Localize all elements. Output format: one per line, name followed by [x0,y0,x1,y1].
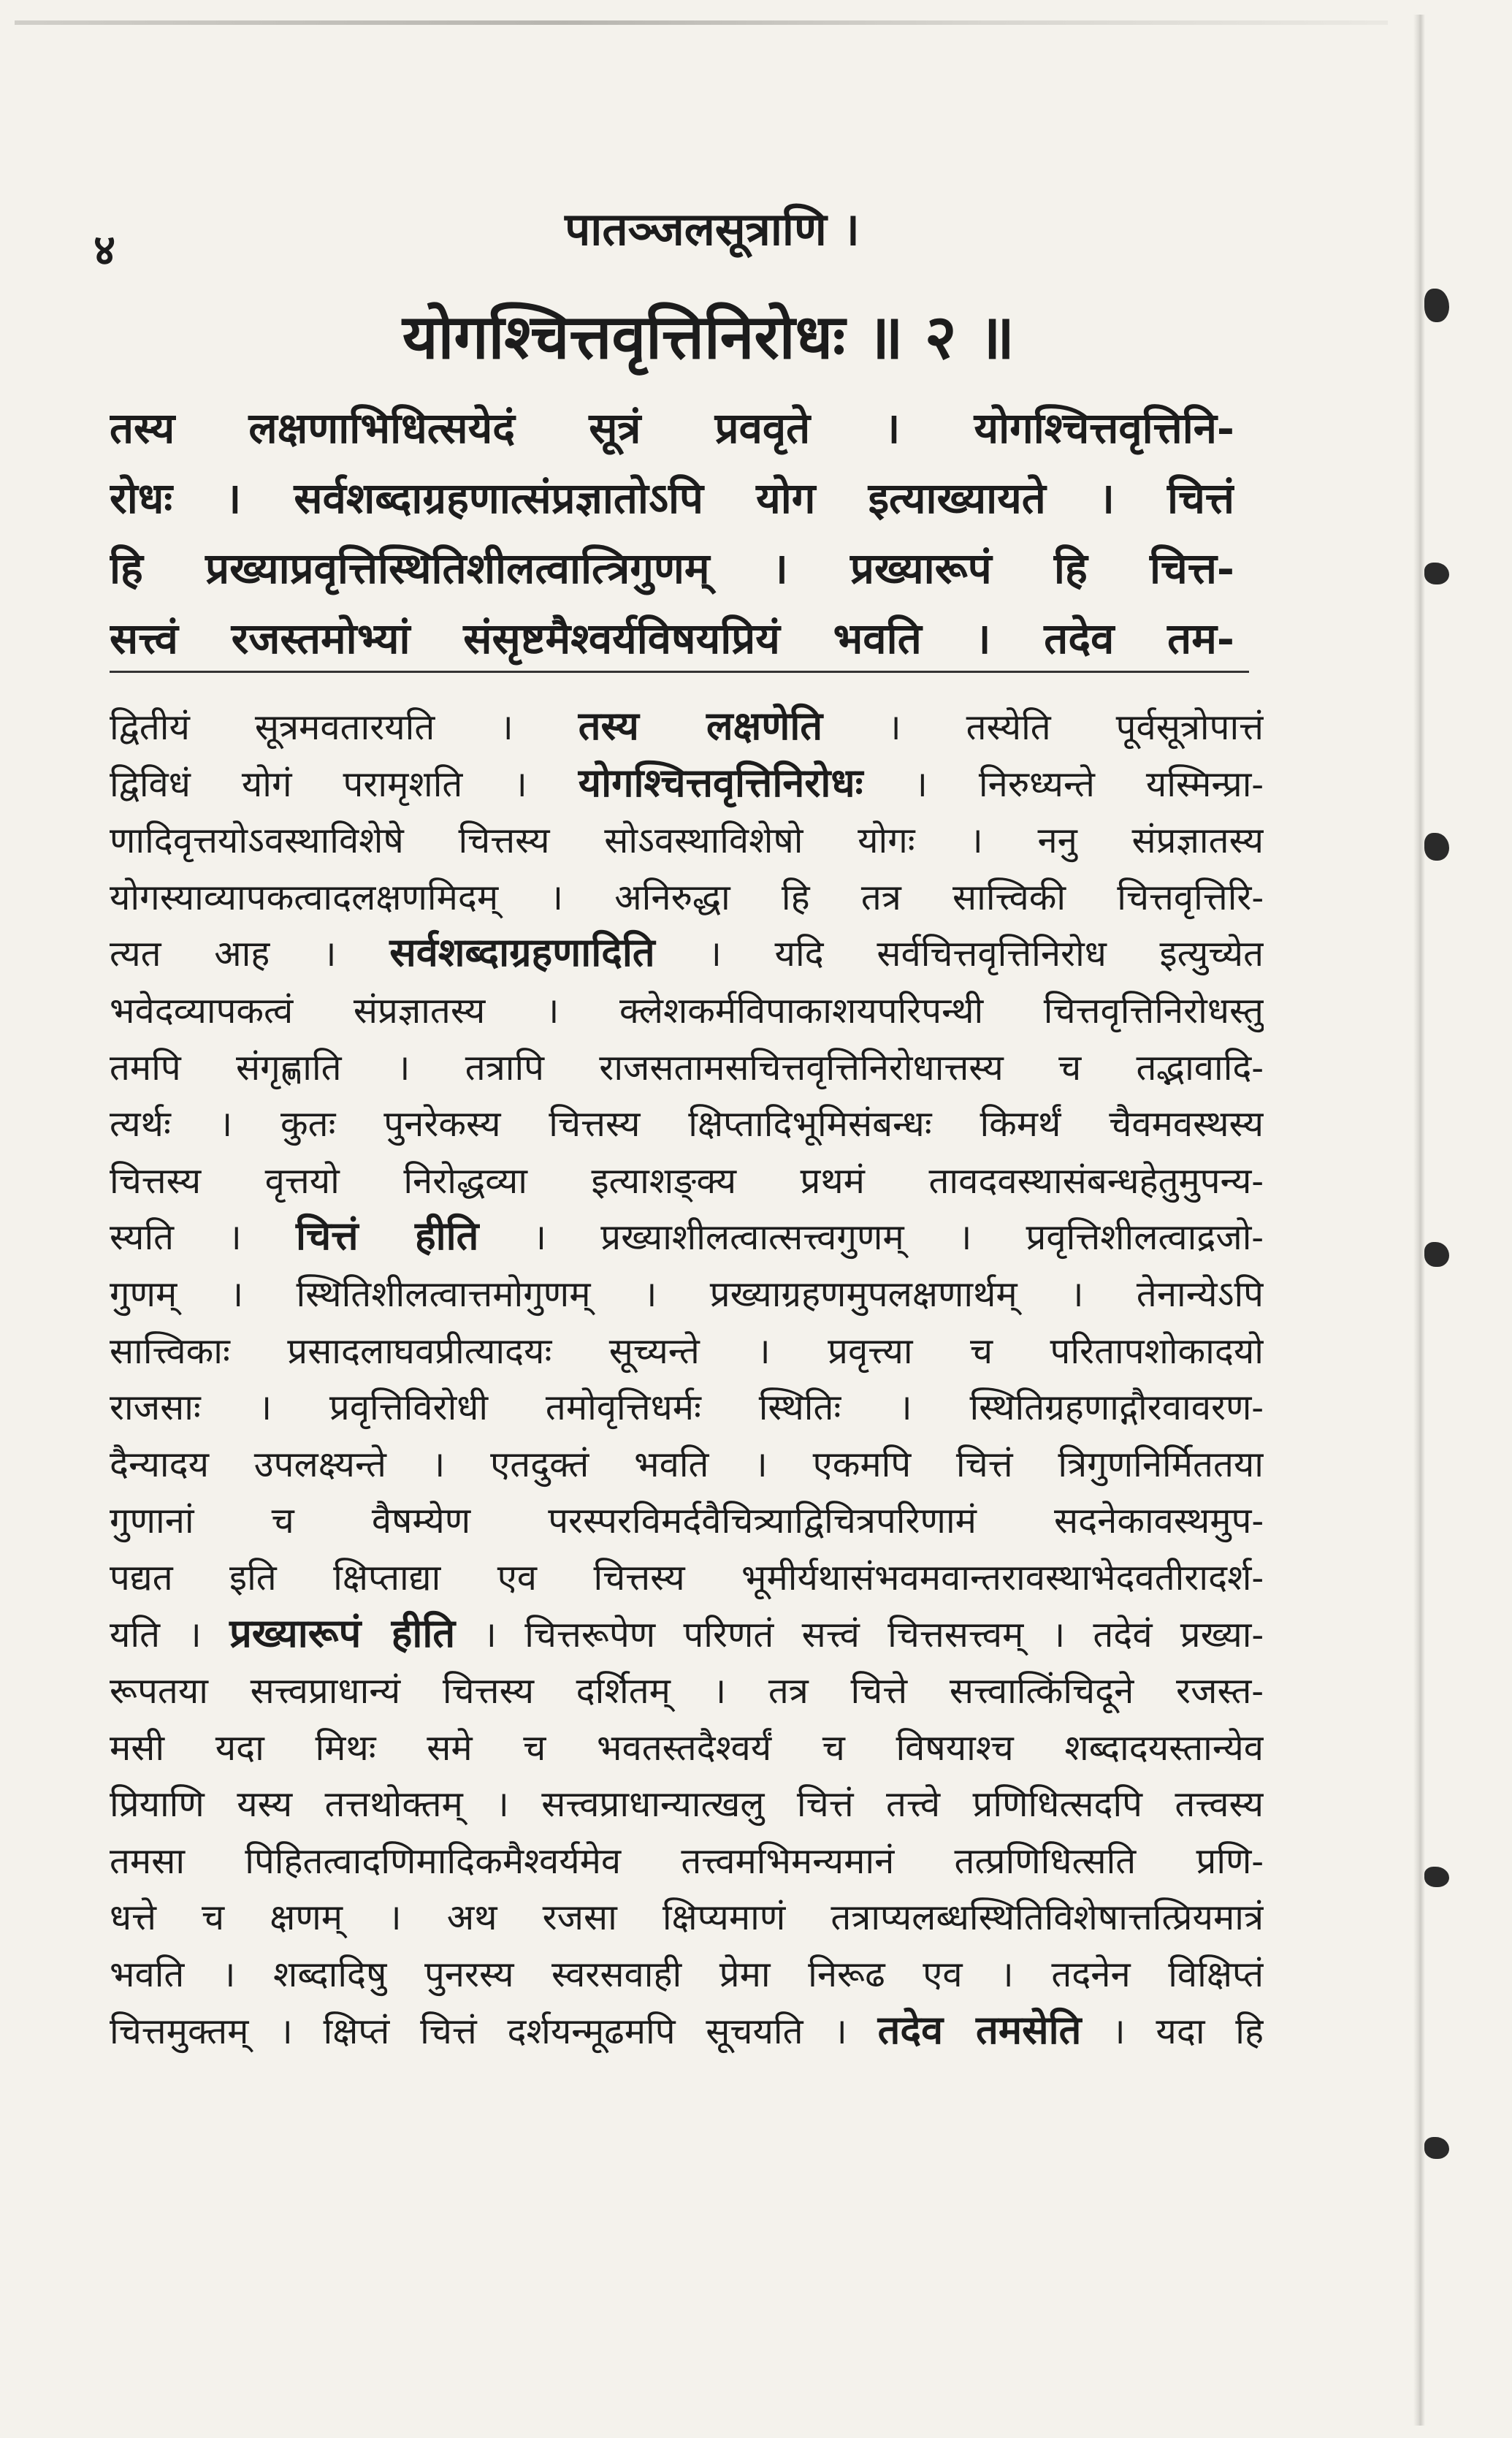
binding-mark [1424,1242,1449,1267]
commentary-line [110,1378,1264,1435]
commentary-line [110,1945,1264,2002]
binding-mark [1424,1867,1449,1887]
commentary-line [110,1661,1264,1718]
commentary-line [110,1775,1264,1832]
commentary-segment: चित्तस्य वृत्तयो निरोद्धव्या इत्याशङ्क्य प्रथमं तावदवस्थासंबन्धहेतुमुपन्य- [110,1159,1264,1202]
commentary-segment: गुणम् । स्थितिशीलत्वात्तमोगुणम् । प्रख्याग्रहणमुपलक्षणार्थम् । तेनान्येऽपि [110,1273,1264,1315]
commentary-segment: योगस्याव्यापकत्वादलक्षणमिदम् । अनिरुद्धा हि तत्र सात्त्विकी चित्तवृत्तिरि- [110,876,1264,918]
bhashya-line: हि प्रख्याप्रवृत्तिस्थितिशीलत्वात्त्रिगुणम् । प्रख्यारूपं हि चित्त- [110,544,1234,593]
commentary-segment: । यदा हि [1081,2010,1264,2052]
running-head: पातञ्जलसूत्राणि । [565,202,860,256]
commentary-line [110,1038,1264,1095]
bhashya-line: तस्य लक्षणाभिधित्सयेदं सूत्रं प्रववृते । योगश्चित्तवृत्तिनि- [110,403,1234,453]
commentary-line [110,868,1264,925]
commentary-line [110,755,1264,812]
commentary-segment: त्यत आह । [110,933,390,975]
commentary-line [110,924,1264,981]
commentary-line [110,2002,1264,2059]
commentary-segment: स्यति । [110,1216,296,1259]
commentary-segment: गुणानां च वैषम्येण परस्परविमर्दवैचित्र्याद्विचित्रपरिणामं सदनेकावस्थमुप- [110,1500,1264,1542]
commentary-line [110,1208,1264,1265]
commentary-segment: णादिवृत्तयोऽवस्थाविशेषे चित्तस्य सोऽवस्थाविशेषो योगः । ननु संप्रज्ञातस्य [110,820,1264,862]
commentary-text [110,698,1264,2058]
page-binding-edge [1413,15,1425,2426]
commentary-segment: रूपतया सत्त्वप्राधान्यं चित्तस्य दर्शितम् । तत्र चित्ते सत्त्वात्किंचिदूने रजस्त- [110,1670,1264,1713]
commentary-segment: मसी यदा मिथः समे च भवतस्तदैश्वर्यं च विषयाश्च शब्दादयस्तान्येव [110,1726,1264,1769]
commentary-line [110,1094,1264,1151]
binding-mark [1424,833,1449,861]
commentary-segment: चित्तमुक्तम् । क्षिप्तं चित्तं दर्शयन्मूढमपि सूचयति । [110,2010,878,2052]
commentary-pratika: सर्वशब्दाग्रहणादिति [389,929,655,976]
binding-mark [1424,2137,1449,2159]
commentary-line [110,698,1264,755]
commentary-segment: त्यर्थः । कुतः पुनरेकस्य चित्तस्य क्षिप्तादिभूमिसंबन्धः किमर्थं चैवमवस्थस्य [110,1103,1264,1146]
commentary-line [110,1718,1264,1775]
commentary-pratika: चित्तं हीति [295,1212,479,1260]
commentary-segment: यति । [110,1613,230,1656]
commentary-pratika: तदेव तमसेति [877,2005,1082,2053]
binding-mark [1424,563,1449,584]
commentary-segment: प्रियाणि यस्य तत्तथोक्तम् । सत्त्वप्राधान्यात्खलु चित्तं तत्त्वे प्रणिधित्सदपि तत्त्वस्य [110,1783,1264,1826]
commentary-segment: धत्ते च क्षणम् । अथ रजसा क्षिप्यमाणं तत्राप्यलब्धस्थितिविशेषात्तत्प्रियमात्रं [110,1897,1264,1939]
commentary-segment: राजसाः । प्रवृत्तिविरोधी तमोवृत्तिधर्मः स्थितिः । स्थितिग्रहणाद्गौरवावरण- [110,1387,1264,1429]
commentary-line [110,1322,1264,1379]
commentary-line [110,1435,1264,1492]
commentary-segment: पद्यत इति क्षिप्ताद्या एव चित्तस्य भूमीर्यथासंभवमवान्तरावस्थाभेदवतीरादर्श- [110,1556,1264,1599]
commentary-line [110,1151,1264,1208]
commentary-line [110,1888,1264,1945]
commentary-segment: । तस्येति पूर्वसूत्रोपात्तं [822,706,1264,748]
sutra-heading: योगश्चित्तवृत्तिनिरोधः ॥ २ ॥ [402,300,1015,373]
commentary-pratika: प्रख्यारूपं हीति [229,1609,456,1656]
commentary-line [110,981,1264,1038]
binding-mark [1424,289,1449,322]
commentary-segment: द्विविधं योगं परामृशति । [110,763,579,805]
commentary-segment: दैन्यादय उपलक्ष्यन्ते । एतदुक्तं भवति । एकमपि चित्तं त्रिगुणनिर्मिततया [110,1443,1264,1485]
bhashya-line: रोधः । सर्वशब्दाग्रहणात्संप्रज्ञातोऽपि योग इत्याख्यायते । चित्तं [110,473,1234,523]
section-divider [110,671,1249,673]
commentary-segment: भवति । शब्दादिषु पुनरस्य स्वरसवाही प्रेमा निरूढ एव । तदनेन विक्षिप्तं [110,1954,1264,1996]
commentary-segment: । प्रख्याशीलत्वात्सत्त्वगुणम् । प्रवृत्तिशीलत्वाद्रजो- [478,1216,1264,1259]
page-number: ४ [93,225,116,275]
commentary-segment: द्वितीयं सूत्रमवतारयति । [110,706,579,748]
commentary-line [110,1832,1264,1889]
commentary-segment: तमपि संगृह्णाति । तत्रापि राजसतामसचित्तवृत्तिनिरोधात्तस्य च तद्भावादि- [110,1046,1264,1089]
commentary-segment: सात्त्विकाः प्रसादलाघवप्रीत्यादयः सूच्यन्ते । प्रवृत्त्या च परितापशोकादयो [110,1330,1264,1372]
page-top-edge [15,20,1388,25]
commentary-line [110,811,1264,868]
commentary-segment: तमसा पिहितत्वादणिमादिकमैश्वर्यमेव तत्त्वमभिमन्यमानं तत्प्रणिधित्सति प्रणि- [110,1840,1264,1882]
commentary-pratika: तस्य लक्षणेति [578,702,823,749]
commentary-line [110,1491,1264,1548]
commentary-segment: । यदि सर्वचित्तवृत्तिनिरोध इत्युच्येत [654,933,1264,975]
bhashya-text [110,393,1234,674]
commentary-pratika: योगश्चित्तवृत्तिनिरोधः [578,758,863,806]
commentary-line [110,1548,1264,1605]
commentary-line [110,1605,1264,1662]
commentary-segment: । निरुध्यन्ते यस्मिन्प्रा- [863,763,1264,805]
commentary-segment: । चित्तरूपेण परिणतं सत्त्वं चित्तसत्त्वम् । तदेवं प्रख्या- [455,1613,1264,1656]
commentary-segment: भवेदव्यापकत्वं संप्रज्ञातस्य । क्लेशकर्मविपाकाशयपरिपन्थी चित्तवृत्तिनिरोधस्तु [110,989,1264,1032]
bhashya-line: सत्त्वं रजस्तमोभ्यां संसृष्टमैश्वर्यविषयप्रियं भवति । तदेव तम- [110,614,1234,663]
commentary-line [110,1265,1264,1322]
